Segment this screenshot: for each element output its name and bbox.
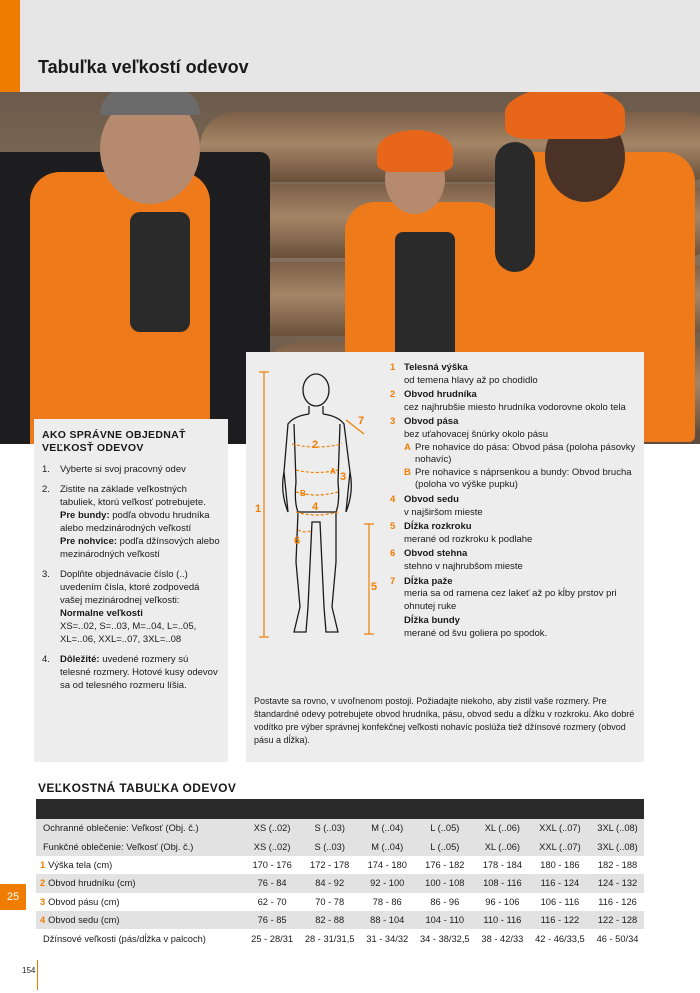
table-cell: 170 - 176 — [246, 856, 299, 874]
row-number: 2 — [40, 878, 46, 889]
row-number: 4 — [40, 915, 46, 926]
table-cell: XL (..06) — [476, 819, 529, 837]
table-cell: 182 - 188 — [591, 856, 644, 874]
figure-label-2: 2 — [312, 439, 319, 451]
table-cell: 106 - 116 — [529, 893, 591, 911]
order-instructions — [34, 419, 228, 762]
table-cell: 108 - 116 — [476, 874, 529, 892]
row-label-text: Obvod sedu (cm) — [48, 915, 120, 926]
table-cell: 62 - 70 — [246, 893, 299, 911]
row-label — [36, 911, 246, 929]
table-cell: 84 - 92 — [299, 874, 361, 892]
table-cell: 76 - 84 — [246, 874, 299, 892]
table-cell: 100 - 108 — [414, 874, 476, 892]
order-step: 3. Doplňte objednávacie číslo (..) uvedením čísla, ktoré zodpovedá vašej mezinárodnej veľkosti: Normalne veľkosti XS=..02, S=..03, M=..04, L=..05, XL=..06, XXL=..07, 3XL=..08 — [42, 569, 200, 645]
table-cell: S (..03) — [299, 819, 361, 837]
table-cell: XL (..06) — [476, 837, 529, 855]
table-cell: S (..03) — [299, 837, 361, 855]
table-row — [36, 911, 644, 929]
figure-label-1: 1 — [255, 503, 262, 515]
figure-label-4: 4 — [312, 501, 319, 513]
table-cell: 76 - 85 — [246, 911, 299, 929]
row-label-text: Džínsové veľkosti (pás/dĺžka v palcoch) — [43, 933, 206, 944]
figure-label-6: 6 — [294, 535, 301, 547]
table-cell: L (..05) — [414, 837, 476, 855]
table-cell: 110 - 116 — [476, 911, 529, 929]
table-header-bar — [36, 799, 644, 819]
row-label-text: Funkčné oblečenie: Veľkosť (Obj. č.) — [43, 841, 194, 852]
row-label — [36, 856, 246, 874]
size-table — [36, 799, 644, 948]
measurement-item: 7 Dĺžka paže meria sa od ramena cez lakeť až po kĺby prstov pri ohnutej ruke — [390, 575, 617, 612]
figure-label-a: A — [330, 467, 336, 476]
page-divider — [37, 960, 38, 990]
table-cell: 3XL (..08) — [591, 837, 644, 855]
table-cell: 70 - 78 — [299, 893, 361, 911]
table-cell: 174 - 180 — [361, 856, 414, 874]
row-label-text: Ochranné oblečenie: Veľkosť (Obj. č.) — [43, 823, 199, 834]
table-cell: 3XL (..08) — [591, 819, 644, 837]
table-cell: 180 - 186 — [529, 856, 591, 874]
order-step: 1. Vyberte si svoj pracovný odev — [42, 464, 186, 475]
measurement-note: Postavte sa rovno, v uvoľnenom postoji. Požiadajte niekoho, aby zistil vaše rozmery. Pre štandardné odevy potrebujete obvod hrudníka, pásu, obvod sedu a dĺžku v rozkroku. Ako dobré vodítko pre výber správnej konfekčnej veľkosti nohavíc poslúža tiež džínsové rozmery (obvod pásu a dĺžka). — [254, 696, 635, 745]
table-row — [36, 874, 644, 892]
section-tab: 25 — [0, 884, 26, 910]
table-cell: 82 - 88 — [299, 911, 361, 929]
measurement-item: 3 Obvod pása bez uťahovacej šnúrky okolo pásu A Pre nohavice do pása: Obvod pása (poloha pásovky nohavíc) B Pre nohavice s náprsenkou a bundy: Obvod brucha (poloha vo výške pupku) — [390, 416, 636, 491]
table-row — [36, 819, 644, 837]
table-cell: 122 - 128 — [591, 911, 644, 929]
measurement-guide — [246, 352, 644, 762]
table-cell: 25 - 28/31 — [246, 929, 299, 947]
table-row — [36, 929, 644, 947]
figure-label-b: B — [300, 489, 306, 498]
table-cell: 31 - 34/32 — [361, 929, 414, 947]
row-label — [36, 874, 246, 892]
table-cell: 34 - 38/32,5 — [414, 929, 476, 947]
row-label-text: Obvod pásu (cm) — [48, 896, 120, 907]
measurement-item: 4 Obvod sedu v najširšom mieste — [390, 493, 483, 518]
row-label — [36, 837, 246, 855]
table-row — [36, 837, 644, 855]
row-number: 1 — [40, 859, 46, 870]
measurement-list — [390, 362, 638, 642]
size-table-title: VEĽKOSTNÁ TABUĽKA ODEVOV — [38, 781, 237, 795]
table-cell: 86 - 96 — [414, 893, 476, 911]
order-steps — [42, 463, 220, 692]
table-row — [36, 856, 644, 874]
table-cell: 172 - 178 — [299, 856, 361, 874]
table-cell: XS (..02) — [246, 837, 299, 855]
table-cell: 88 - 104 — [361, 911, 414, 929]
measurement-item: 5 Dĺžka rozkroku merané od rozkroku k podlahe — [390, 521, 533, 545]
page-title: Tabuľka veľkostí odevov — [38, 57, 249, 77]
header-bar — [0, 0, 700, 92]
order-title: AKO SPRÁVNE OBJEDNAŤ VEĽKOSŤ ODEVOV — [42, 429, 186, 454]
order-step: 2. Zistite na základe veľkostných tabuliek, ktorú veľkosť potrebujete. Pre bundy: podľa obvodu hrudníka alebo medzinárodných veľkostí Pre nohvice: podľa džínsových alebo mezinárodných veľkostí — [42, 484, 220, 560]
row-label — [36, 929, 246, 947]
row-label — [36, 819, 246, 837]
table-cell: 116 - 126 — [591, 893, 644, 911]
table-row — [36, 893, 644, 911]
figure-label-3: 3 — [340, 471, 347, 483]
table-cell: 38 - 42/33 — [476, 929, 529, 947]
table-cell: 176 - 182 — [414, 856, 476, 874]
table-cell: M (..04) — [361, 819, 414, 837]
table-cell: 124 - 132 — [591, 874, 644, 892]
page-number: 154 — [22, 966, 36, 975]
row-label-text: Výška tela (cm) — [48, 859, 113, 870]
accent-tab — [0, 0, 20, 92]
table-cell: 116 - 124 — [529, 874, 591, 892]
table-cell: 104 - 110 — [414, 911, 476, 929]
measurement-item: Dĺžka bundy merané od švu goliera po spodok. — [404, 615, 548, 639]
table-cell: M (..04) — [361, 837, 414, 855]
table-cell: XXL (..07) — [529, 819, 591, 837]
row-label — [36, 893, 246, 911]
table-cell: 42 - 46/33,5 — [529, 929, 591, 947]
measurement-item: 2 Obvod hrudníka cez najhrubšie miesto hrudníka vodorovne okolo tela — [390, 389, 626, 413]
table-cell: 78 - 86 — [361, 893, 414, 911]
table-cell: 96 - 106 — [476, 893, 529, 911]
body-figure-illustration — [254, 362, 384, 652]
table-cell: 116 - 122 — [529, 911, 591, 929]
measurement-item: 1 Telesná výška od temena hlavy až po chodidlo — [390, 362, 538, 386]
table-cell: 178 - 184 — [476, 856, 529, 874]
figure-label-7: 7 — [358, 415, 365, 427]
table-cell: XS (..02) — [246, 819, 299, 837]
figure-label-5: 5 — [371, 581, 378, 593]
table-cell: 46 - 50/34 — [591, 929, 644, 947]
measurement-item: 6 Obvod stehna stehno v najhrubšom mieste — [390, 548, 523, 572]
order-step: 4. Dôležité: uvedené rozmery sú telesné rozmery. Hotové kusy odevov sa od telesného rozmeru líšia. — [42, 654, 218, 691]
row-number: 3 — [40, 896, 46, 907]
table-cell: XXL (..07) — [529, 837, 591, 855]
row-label-text: Obvod hrudníku (cm) — [48, 878, 136, 889]
table-cell: 28 - 31/31,5 — [299, 929, 361, 947]
table-cell: L (..05) — [414, 819, 476, 837]
table-cell: 92 - 100 — [361, 874, 414, 892]
